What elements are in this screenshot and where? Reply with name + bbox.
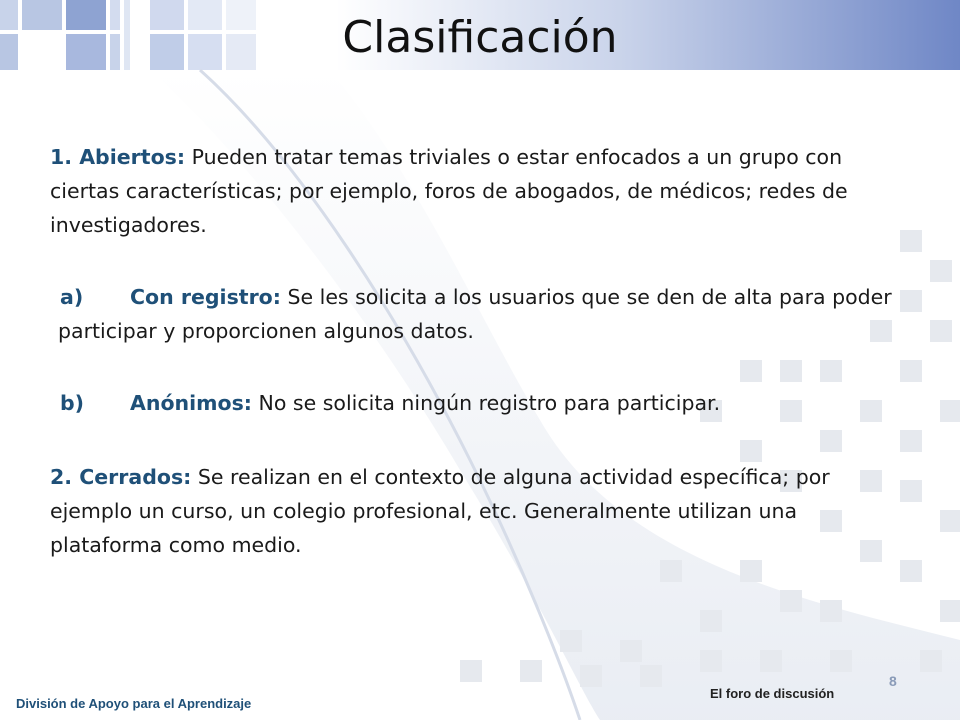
footer-topic: El foro de discusión [710, 686, 835, 701]
text-anonimos: No se solicita ningún registro para participar. [252, 391, 721, 415]
paragraph-con-registro [50, 280, 900, 348]
label-cerrados: 2. Cerrados: [50, 465, 192, 489]
paragraph-cerrados [50, 460, 900, 562]
slide-body [50, 140, 900, 562]
text-cerrados: Se realizan en el contexto de alguna actividad específica; por ejemplo un curso, un colegio profesional, etc. Generalmente utilizan una plataforma como medio. [50, 465, 830, 557]
letter-b: b) [60, 391, 85, 415]
label-abiertos: 1. Abiertos: [50, 145, 186, 169]
page-number: 8 [889, 673, 897, 689]
label-anonimos: Anónimos: [130, 391, 253, 415]
slide-title: Clasificación [342, 12, 618, 63]
text-abiertos: Pueden tratar temas triviales o estar enfocados a un grupo con ciertas características; por ejemplo, foros de abogados, de médicos; redes de investigadores. [50, 145, 848, 237]
text-con-registro: Se les solicita a los usuarios que se den de alta para poder participar y proporcionen algunos datos. [58, 285, 892, 343]
footer-organization: División de Apoyo para el Aprendizaje [16, 696, 252, 711]
letter-a: a) [60, 285, 84, 309]
paragraph-anonimos [50, 386, 900, 420]
paragraph-abiertos [50, 140, 900, 242]
label-con-registro: Con registro: [130, 285, 281, 309]
